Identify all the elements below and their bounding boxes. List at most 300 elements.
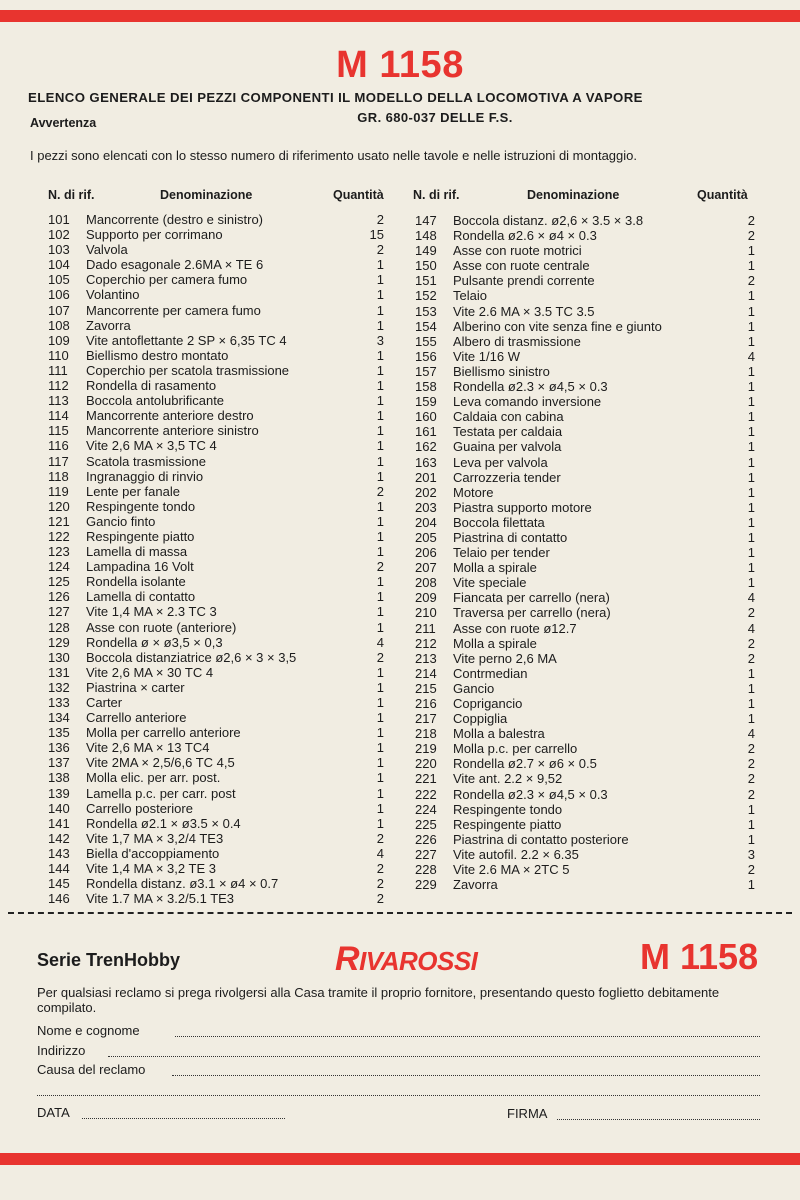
document-subtitle: GR. 680-037 DELLE F.S.	[357, 110, 513, 125]
name-field-line[interactable]	[175, 1036, 760, 1037]
part-ref: 112	[48, 378, 69, 394]
brand-initial: R	[335, 940, 360, 978]
parts-list-row	[415, 545, 760, 560]
part-ref: 212	[415, 635, 437, 651]
parts-list-row	[48, 710, 388, 725]
part-ref: 207	[415, 560, 437, 576]
part-name: Vite 1,4 MA × 2.3 TC 3	[86, 604, 217, 620]
parts-list-row	[48, 484, 388, 499]
parts-list-row	[415, 560, 760, 575]
parts-list-row	[415, 636, 760, 651]
part-qty: 1	[376, 528, 384, 544]
parts-list-row	[48, 635, 388, 650]
part-ref: 145	[48, 876, 70, 892]
parts-list-row	[415, 485, 760, 500]
parts-list-row	[415, 364, 760, 379]
part-qty: 2	[376, 649, 384, 665]
part-qty: 1	[376, 770, 384, 786]
parts-list-row	[48, 272, 388, 287]
parts-list-row	[415, 590, 760, 605]
parts-list-row	[48, 423, 388, 438]
part-qty: 1	[747, 469, 755, 485]
parts-list-row	[48, 408, 388, 423]
part-qty: 1	[747, 711, 755, 727]
parts-list-row	[415, 862, 760, 877]
part-name: Vite 2,6 MA × 30 TC 4	[86, 664, 214, 680]
part-name: Carrello anteriore	[86, 710, 187, 726]
parts-list-row	[48, 559, 388, 574]
part-name: Rondella ø2.6 × ø4 × 0.3	[453, 228, 597, 244]
part-qty: 1	[747, 514, 755, 530]
parts-list-row	[415, 605, 760, 620]
parts-list-row	[48, 589, 388, 604]
parts-list-row	[415, 530, 760, 545]
part-ref: 113	[48, 393, 69, 409]
parts-list-row	[415, 621, 760, 636]
parts-list-row	[415, 394, 760, 409]
part-ref: 118	[48, 468, 69, 484]
signature-field-line[interactable]	[557, 1119, 760, 1120]
footer-model-code: M 1158	[640, 936, 759, 977]
part-qty: 4	[376, 845, 384, 861]
part-qty: 1	[376, 362, 384, 378]
part-qty: 3	[376, 332, 384, 348]
reason-field-line[interactable]	[172, 1075, 760, 1076]
part-name: Vite autofil. 2.2 × 6.35	[453, 846, 579, 862]
part-ref: 139	[48, 785, 70, 801]
part-name: Molla a spirale	[453, 560, 537, 576]
part-ref: 154	[415, 318, 437, 334]
parts-list-row	[415, 711, 760, 726]
part-ref: 201	[415, 469, 437, 485]
part-name: Valvola	[86, 242, 128, 258]
part-ref: 202	[415, 484, 437, 500]
part-qty: 1	[376, 378, 384, 394]
col-header-ref-right: N. di rif.	[413, 188, 460, 202]
part-ref: 142	[48, 830, 70, 846]
parts-list-row	[48, 695, 388, 710]
part-qty: 2	[376, 891, 384, 907]
part-qty: 4	[747, 590, 755, 606]
parts-list-row	[48, 891, 388, 906]
part-ref: 131	[48, 664, 70, 680]
part-qty: 1	[747, 696, 755, 711]
parts-list-row	[415, 288, 760, 303]
part-name: Telaio per tender	[453, 545, 550, 561]
parts-list-row	[48, 514, 388, 529]
part-ref: 103	[48, 242, 70, 258]
part-ref: 107	[48, 302, 70, 318]
part-name: Vite antoflettante 2 SP × 6,35 TC 4	[86, 332, 287, 348]
parts-list-right	[415, 213, 760, 892]
part-qty: 1	[376, 272, 384, 288]
part-qty: 1	[376, 393, 384, 409]
part-ref: 216	[415, 696, 437, 711]
parts-list-row	[48, 604, 388, 619]
part-name: Respingente tondo	[453, 801, 563, 817]
part-name: Leva per valvola	[453, 454, 548, 470]
part-qty: 1	[376, 710, 384, 726]
parts-list-row	[48, 287, 388, 302]
part-ref: 225	[415, 816, 437, 832]
part-ref: 125	[48, 574, 70, 590]
part-qty: 1	[376, 604, 384, 620]
part-ref: 221	[415, 771, 437, 787]
parts-list-row	[415, 741, 760, 756]
part-qty: 1	[747, 665, 755, 681]
part-qty: 1	[376, 257, 384, 273]
complaint-notice: Per qualsiasi reclamo si prega rivolgersi alla Casa tramite il proprio fornitore, presentando questo foglietto debitamente compilato.	[37, 985, 720, 1015]
part-ref: 105	[48, 272, 70, 288]
parts-list-row	[415, 696, 760, 711]
parts-list-row	[415, 787, 760, 802]
address-field-label: Indirizzo	[37, 1043, 86, 1058]
parts-list-row	[48, 740, 388, 755]
part-qty: 2	[747, 635, 755, 651]
part-ref: 158	[415, 379, 437, 395]
part-ref: 220	[415, 756, 437, 772]
part-qty: 1	[747, 816, 755, 832]
part-name: Mancorrente anteriore sinistro	[86, 423, 259, 439]
parts-list-row	[48, 725, 388, 740]
part-ref: 129	[48, 634, 70, 650]
part-qty: 1	[747, 409, 755, 425]
signature-field-label: FIRMA	[507, 1106, 548, 1121]
part-name: Lamella di contatto	[86, 589, 196, 605]
parts-list-row	[415, 470, 760, 485]
part-qty: 2	[376, 876, 384, 892]
part-qty: 3	[747, 846, 755, 862]
part-name: Vite ant. 2.2 × 9,52	[453, 771, 563, 787]
cut-line	[8, 912, 792, 914]
part-ref: 215	[415, 680, 437, 696]
parts-list-row	[415, 726, 760, 741]
parts-list-row	[415, 304, 760, 319]
part-qty: 1	[376, 408, 384, 424]
part-qty: 1	[376, 725, 384, 741]
part-ref: 156	[415, 348, 437, 364]
parts-list-row	[415, 877, 760, 892]
part-name: Vite 2MA × 2,5/6,6 TC 4,5	[86, 755, 235, 771]
part-qty: 1	[376, 498, 384, 514]
parts-list-row	[48, 786, 388, 801]
part-ref: 160	[415, 409, 437, 425]
parts-list-row	[48, 831, 388, 846]
parts-list-row	[415, 213, 760, 228]
parts-list-row	[415, 334, 760, 349]
part-name: Asse con ruote (anteriore)	[86, 619, 237, 635]
part-qty: 1	[376, 438, 384, 454]
part-name: Vite perno 2,6 MA	[453, 650, 557, 666]
parts-list-row	[415, 575, 760, 590]
part-name: Lamella di massa	[86, 544, 188, 560]
part-ref: 203	[415, 499, 437, 515]
part-qty: 4	[747, 348, 755, 364]
part-ref: 115	[48, 423, 69, 439]
part-ref: 226	[415, 831, 437, 847]
parts-list-row	[415, 771, 760, 786]
col-header-qty-left: Quantità	[333, 188, 384, 202]
part-ref: 127	[48, 604, 70, 620]
part-ref: 222	[415, 786, 437, 802]
part-ref: 204	[415, 514, 437, 530]
part-name: Volantino	[86, 287, 140, 303]
part-name: Molla elic. per arr. post.	[86, 770, 221, 786]
part-ref: 130	[48, 649, 70, 665]
part-name: Rondella ø2.1 × ø3.5 × 0.4	[86, 815, 241, 831]
part-qty: 1	[747, 499, 755, 515]
series-label: Serie TrenHobby	[37, 950, 181, 970]
part-name: Carter	[86, 695, 123, 710]
part-ref: 110	[48, 347, 69, 363]
part-qty: 1	[747, 363, 755, 379]
part-name: Rondella di rasamento	[86, 378, 217, 394]
parts-list-row	[48, 846, 388, 861]
part-name: Motore	[453, 484, 494, 500]
part-ref: 120	[48, 498, 70, 514]
part-name: Respingente tondo	[86, 498, 196, 514]
part-qty: 1	[747, 575, 755, 591]
part-qty: 1	[747, 258, 755, 274]
parts-list-row	[48, 544, 388, 559]
parts-list-row	[415, 455, 760, 470]
parts-list-row	[48, 318, 388, 333]
part-qty: 1	[376, 513, 384, 529]
part-name: Guaina per valvola	[453, 439, 562, 455]
part-name: Molla p.c. per carrello	[453, 741, 578, 757]
part-name: Boccola distanziatrice ø2,6 × 3 × 3,5	[86, 649, 297, 665]
part-name: Ingranaggio di rinvio	[86, 468, 204, 484]
part-qty: 1	[747, 424, 755, 440]
part-qty: 2	[747, 213, 755, 228]
part-ref: 119	[48, 483, 69, 499]
part-qty: 4	[747, 620, 755, 636]
part-ref: 209	[415, 590, 437, 606]
part-name: Piastrina di contatto posteriore	[453, 831, 629, 847]
part-name: Molla a spirale	[453, 635, 537, 651]
parts-list-row	[415, 228, 760, 243]
part-qty: 1	[376, 302, 384, 318]
parts-list-row	[415, 681, 760, 696]
part-ref: 224	[415, 801, 437, 817]
part-ref: 218	[415, 726, 437, 742]
parts-list-row	[48, 816, 388, 831]
parts-list-left	[48, 212, 388, 906]
part-qty: 2	[376, 559, 384, 575]
part-qty: 1	[376, 544, 384, 560]
part-name: Vite speciale	[453, 575, 527, 591]
part-qty: 1	[747, 801, 755, 817]
part-ref: 163	[415, 454, 437, 470]
part-qty: 1	[376, 755, 384, 771]
part-name: Biellismo sinistro	[453, 363, 550, 379]
part-name: Respingente piatto	[86, 528, 195, 544]
part-ref: 210	[415, 605, 437, 621]
part-ref: 150	[415, 258, 437, 274]
part-ref: 122	[48, 528, 70, 544]
brand-rest: IVAROSSI	[359, 946, 478, 976]
part-ref: 228	[415, 862, 437, 878]
part-name: Molla a balestra	[453, 726, 545, 742]
part-name: Molla per carrello anteriore	[86, 725, 241, 741]
part-qty: 4	[747, 726, 755, 742]
parts-list-row	[48, 665, 388, 680]
part-ref: 153	[415, 303, 437, 319]
part-qty: 1	[747, 394, 755, 410]
parts-list-row	[48, 620, 388, 635]
part-ref: 149	[415, 243, 437, 259]
part-name: Vite 2.6 MA × 2TC 5	[453, 862, 570, 878]
part-name: Zavorra	[86, 317, 131, 333]
warning-label: Avvertenza	[30, 116, 97, 130]
part-ref: 214	[415, 665, 437, 681]
part-ref: 106	[48, 287, 70, 303]
parts-list-row	[48, 770, 388, 785]
part-qty: 1	[376, 695, 384, 710]
part-ref: 126	[48, 589, 70, 605]
part-name: Gancio	[453, 680, 495, 696]
part-qty: 1	[747, 529, 755, 545]
parts-list-row	[48, 438, 388, 453]
part-name: Rondella isolante	[86, 574, 186, 590]
part-name: Coperchio per camera fumo	[86, 272, 248, 288]
part-name: Traversa per carrello (nera)	[453, 605, 611, 621]
part-ref: 159	[415, 394, 437, 410]
part-qty: 1	[747, 454, 755, 470]
part-qty: 1	[376, 619, 384, 635]
part-name: Mancorrente (destro e sinistro)	[86, 212, 264, 227]
address-field-line[interactable]	[108, 1056, 760, 1057]
part-name: Mancorrente per camera fumo	[86, 302, 261, 318]
parts-list-row	[48, 378, 388, 393]
part-qty: 1	[376, 468, 384, 484]
part-ref: 205	[415, 529, 437, 545]
part-name: Boccola antolubrificante	[86, 393, 225, 409]
part-name: Respingente piatto	[453, 816, 562, 832]
part-qty: 1	[747, 439, 755, 455]
part-ref: 152	[415, 288, 437, 304]
parts-list-row	[415, 243, 760, 258]
part-name: Supporto per corrimano	[86, 227, 223, 243]
part-qty: 1	[376, 423, 384, 439]
part-name: Zavorra	[453, 877, 498, 893]
parts-list-row	[415, 273, 760, 288]
part-qty: 1	[376, 287, 384, 303]
parts-list-row	[48, 227, 388, 242]
part-name: Lampadina 16 Volt	[86, 559, 194, 575]
part-ref: 146	[48, 891, 70, 907]
part-ref: 108	[48, 317, 70, 333]
part-name: Rondella ø2.3 × ø4,5 × 0.3	[453, 786, 608, 802]
date-field-line[interactable]	[82, 1118, 285, 1119]
part-name: Boccola filettata	[453, 514, 545, 530]
part-name: Asse con ruote motrici	[453, 243, 582, 259]
parts-list-row	[48, 454, 388, 469]
parts-list-row	[415, 651, 760, 666]
parts-list-row	[48, 333, 388, 348]
part-ref: 161	[415, 424, 437, 440]
parts-list-row	[48, 574, 388, 589]
reason-field-line-2[interactable]	[37, 1095, 760, 1096]
part-ref: 143	[48, 845, 70, 861]
part-name: Leva comando inversione	[453, 394, 602, 410]
part-ref: 117	[48, 453, 69, 469]
parts-list-row	[415, 802, 760, 817]
part-ref: 114	[48, 408, 69, 424]
parts-list-row	[415, 756, 760, 771]
intro-text: I pezzi sono elencati con lo stesso numero di riferimento usato nelle tavole e nelle istruzioni di montaggio.	[30, 148, 638, 163]
part-ref: 229	[415, 877, 437, 893]
part-qty: 1	[747, 333, 755, 349]
part-name: Rondella ø × ø3,5 × 0,3	[86, 634, 223, 650]
part-qty: 1	[376, 589, 384, 605]
part-ref: 147	[415, 213, 437, 228]
parts-list-row	[415, 832, 760, 847]
part-ref: 111	[48, 362, 68, 378]
part-ref: 219	[415, 741, 437, 757]
part-ref: 104	[48, 257, 70, 273]
part-ref: 132	[48, 679, 70, 695]
part-qty: 1	[747, 318, 755, 334]
part-ref: 102	[48, 227, 70, 243]
part-qty: 2	[747, 228, 755, 244]
part-ref: 206	[415, 545, 437, 561]
parts-list-row	[415, 258, 760, 273]
part-name: Contrmedian	[453, 665, 528, 681]
part-name: Vite 1,4 MA × 3,2 TE 3	[86, 861, 216, 877]
part-ref: 217	[415, 711, 437, 727]
part-qty: 1	[747, 831, 755, 847]
part-ref: 135	[48, 725, 70, 741]
part-qty: 2	[747, 771, 755, 787]
part-qty: 2	[747, 862, 755, 878]
part-name: Piastrina di contatto	[453, 529, 568, 545]
part-qty: 1	[376, 679, 384, 695]
part-qty: 1	[376, 317, 384, 333]
reason-field-label: Causa del reclamo	[37, 1062, 146, 1077]
part-ref: 155	[415, 333, 437, 349]
part-ref: 134	[48, 710, 70, 726]
part-ref: 101	[48, 212, 70, 227]
part-ref: 121	[48, 513, 70, 529]
col-header-name-right: Denominazione	[527, 188, 620, 202]
part-ref: 213	[415, 650, 437, 666]
part-ref: 148	[415, 228, 437, 244]
part-name: Rondella ø2.7 × ø6 × 0.5	[453, 756, 597, 772]
part-name: Asse con ruote centrale	[453, 258, 590, 274]
part-ref: 123	[48, 544, 70, 560]
part-name: Vite 1/16 W	[453, 348, 520, 364]
brand-logo	[335, 940, 477, 979]
parts-list-row	[415, 409, 760, 424]
part-ref: 141	[48, 815, 70, 831]
part-qty: 2	[747, 273, 755, 289]
part-name: Coppiglia	[453, 711, 508, 727]
parts-list-row	[48, 876, 388, 891]
model-code-heading: M 1158	[336, 44, 464, 86]
part-name: Vite 1.7 MA × 3.2/5.1 TE3	[86, 891, 235, 907]
parts-list-row	[48, 755, 388, 770]
parts-list-row	[48, 529, 388, 544]
parts-list-row	[415, 666, 760, 681]
parts-list-row	[48, 861, 388, 876]
part-name: Caldaia con cabina	[453, 409, 564, 425]
part-ref: 151	[415, 273, 437, 289]
part-qty: 1	[376, 800, 384, 816]
part-ref: 138	[48, 770, 70, 786]
parts-list-row	[48, 499, 388, 514]
col-header-qty-right: Quantità	[697, 188, 748, 202]
